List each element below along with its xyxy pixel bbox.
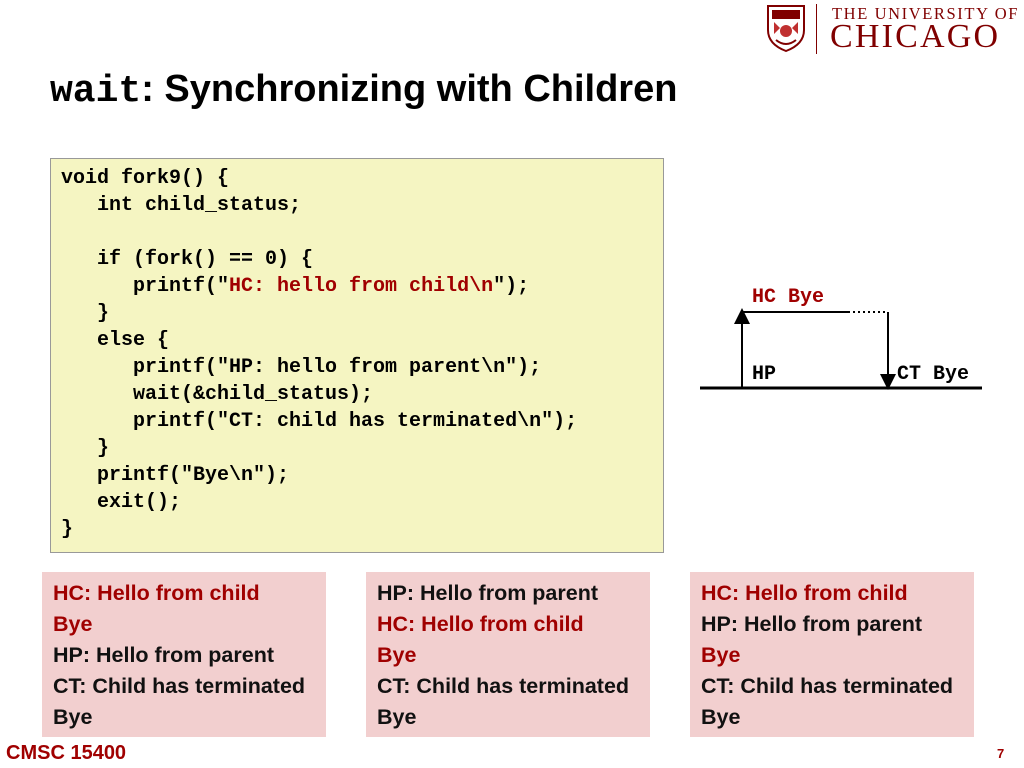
code-line [61, 273, 529, 300]
output-line: CT: Child has terminated [701, 674, 954, 698]
university-shield-icon [766, 4, 806, 52]
output-line: HC: Hello from child [53, 581, 260, 605]
output-ordering-1 [42, 572, 326, 737]
code-line: printf("Bye\n"); [61, 464, 290, 487]
code-line: } [61, 302, 110, 325]
output-line: Bye [377, 705, 417, 729]
title-code-word: wait [50, 70, 142, 113]
code-listing [50, 158, 664, 553]
code-segment: printf(" [61, 275, 230, 298]
logo-divider [816, 4, 817, 54]
code-line: else { [61, 329, 170, 352]
process-graph [696, 282, 986, 394]
title-text: : Synchronizing with Children [141, 68, 678, 110]
logo-chicago: CHICAGO [830, 18, 1001, 55]
ct-bye-label: CT Bye [897, 363, 970, 386]
output-ordering-3 [690, 572, 974, 737]
code-line: printf("HP: hello from parent\n"); [61, 356, 542, 379]
slide-title [50, 68, 677, 118]
output-line: Bye [53, 612, 93, 636]
output-line: Bye [377, 643, 417, 667]
code-line: } [61, 437, 110, 460]
output-ordering-2 [366, 572, 650, 737]
output-line: HP: Hello from parent [701, 612, 922, 636]
code-line: void fork9() { [61, 167, 230, 190]
logo-university-of: THE UNIVERSITY OF [832, 4, 1019, 23]
code-line: if (fork() == 0) { [61, 248, 314, 271]
code-highlight-child-message: HC: hello from child\n [229, 275, 494, 298]
code-line: printf("CT: child has terminated\n"); [61, 410, 578, 433]
output-line: HC: Hello from child [701, 581, 908, 605]
course-label: CMSC 15400 [6, 742, 127, 764]
output-line: CT: Child has terminated [377, 674, 630, 698]
code-line: } [61, 518, 74, 541]
output-line: Bye [701, 705, 741, 729]
output-line: HP: Hello from parent [53, 643, 274, 667]
output-line: HP: Hello from parent [377, 581, 598, 605]
output-line: Bye [53, 705, 93, 729]
code-line: int child_status; [61, 194, 302, 217]
university-logo [766, 2, 1024, 56]
output-line: HC: Hello from child [377, 612, 584, 636]
code-line: exit(); [61, 491, 182, 514]
output-line: CT: Child has terminated [53, 674, 306, 698]
code-segment: "); [493, 275, 530, 298]
hc-bye-label: HC Bye [752, 286, 825, 309]
page-number: 7 [997, 746, 1005, 761]
output-line: Bye [701, 643, 741, 667]
code-line: wait(&child_status); [61, 383, 374, 406]
hp-label: HP [752, 363, 777, 386]
